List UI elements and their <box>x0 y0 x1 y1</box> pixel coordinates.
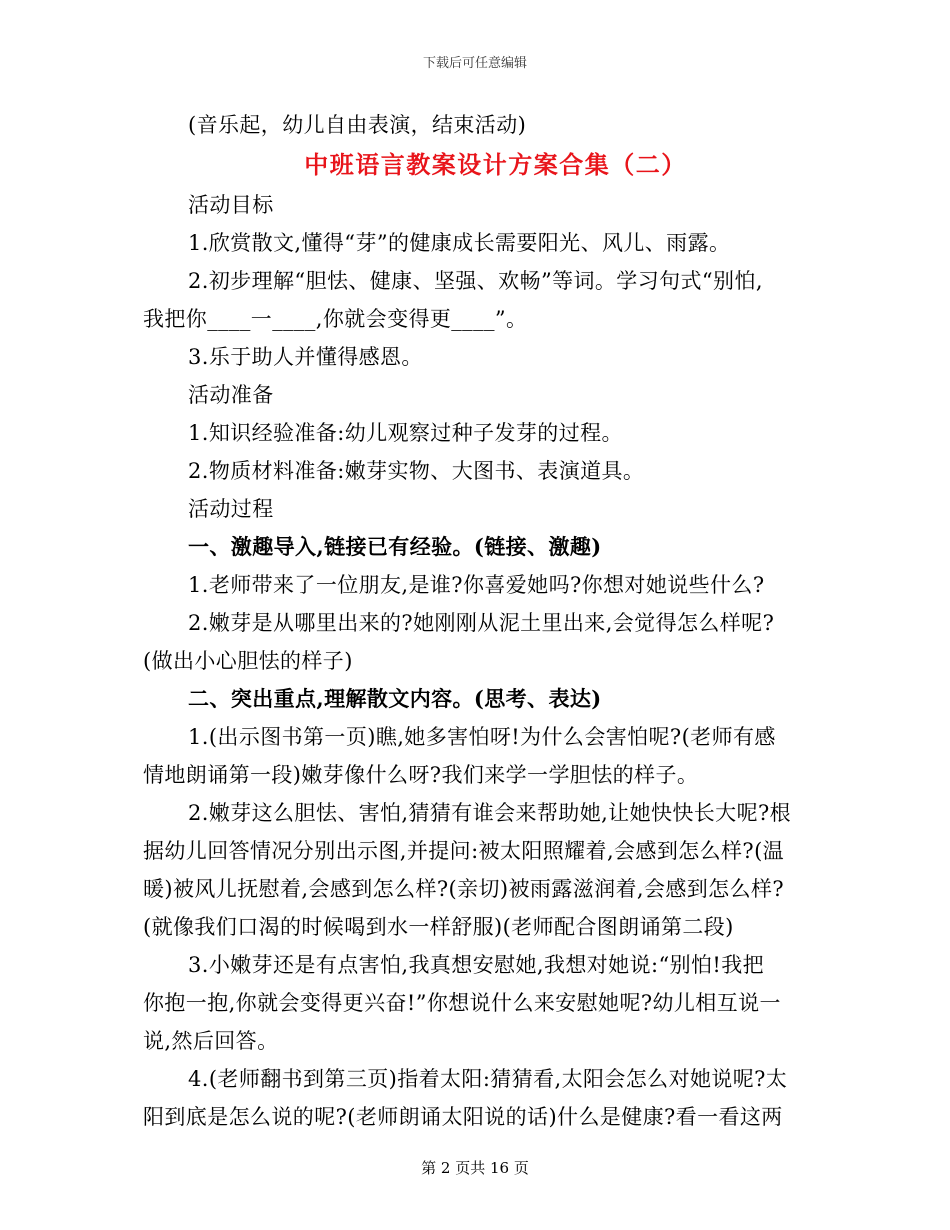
heading-activity-prep: 活动准备 <box>188 383 274 407</box>
text-line: 我把你____一____,你就会变得更____”。 <box>143 307 528 331</box>
text-line: 1.(出示图书第一页)瞧,她多害怕呀!为什么会害怕呢?(老师有感 <box>188 725 776 749</box>
text-line: (做出小心胆怯的样子) <box>143 649 353 673</box>
text-line: 你抱一抱,你就会变得更兴奋!”你想说什么来安慰她呢?幼儿相互说一 <box>143 991 781 1015</box>
page-footer: 第 2 页共 16 页 <box>421 1159 529 1177</box>
text-line: 2.嫩芽这么胆怯、害怕,猜猜有谁会来帮助她,让她快快长大呢?根 <box>188 801 792 825</box>
heading-activity-goals: 活动目标 <box>188 193 274 217</box>
text-line: 阳到底是怎么说的呢?(老师朗诵太阳说的话)什么是健康?看一看这两 <box>143 1105 783 1129</box>
text-line: 3.乐于助人并懂得感恩。 <box>188 345 423 369</box>
text-line: 1.知识经验准备:幼儿观察过种子发芽的过程。 <box>188 421 623 445</box>
text-line: 2.嫩芽是从哪里出来的?她刚刚从泥土里出来,会觉得怎么样呢? <box>188 611 775 635</box>
section-title: 中班语言教案设计方案合集（二） <box>304 150 687 179</box>
text-line: 据幼儿回答情况分别出示图,并提问:被太阳照耀着,会感到怎么样?(温 <box>143 839 785 863</box>
subheading-2: 二、突出重点,理解散文内容。(思考、表达) <box>188 686 602 711</box>
text-line: 暖)被风儿抚慰着,会感到怎么样?(亲切)被雨露滋润着,会感到怎么样? <box>143 877 785 901</box>
text-line: 2.初步理解“胆怯、健康、坚强、欢畅”等词。学习句式“别怕, <box>188 269 763 293</box>
text-line: 说,然后回答。 <box>143 1029 279 1053</box>
page-header: 下载后可任意编辑 <box>422 56 527 71</box>
text-line: (就像我们口渴的时候喝到水一样舒服)(老师配合图朗诵第二段) <box>143 915 734 939</box>
document-body <box>143 106 808 1136</box>
subheading-1: 一、激趣导入,链接已有经验。(链接、激趣) <box>188 534 602 559</box>
text-line: 1.老师带来了一位朋友,是谁?你喜爱她吗?你想对她说些什么? <box>188 573 765 597</box>
heading-activity-process: 活动过程 <box>188 497 274 521</box>
text-line: 3.小嫩芽还是有点害怕,我真想安慰她,我想对她说:“别怕!我把 <box>188 953 765 977</box>
text-line: 1.欣赏散文,懂得“芽”的健康成长需要阳光、风儿、雨露。 <box>188 231 731 255</box>
text-line: 2.物质材料准备:嫩芽实物、大图书、表演道具。 <box>188 459 645 483</box>
text-line: 情地朗诵第一段)嫩芽像什么呀?我们来学一学胆怯的样子。 <box>143 763 699 787</box>
text-line: 4.(老师翻书到第三页)指着太阳:猜猜看,太阳会怎么对她说呢?太 <box>188 1067 788 1091</box>
text-line: (音乐起，幼儿自由表演，结束活动) <box>188 113 527 137</box>
